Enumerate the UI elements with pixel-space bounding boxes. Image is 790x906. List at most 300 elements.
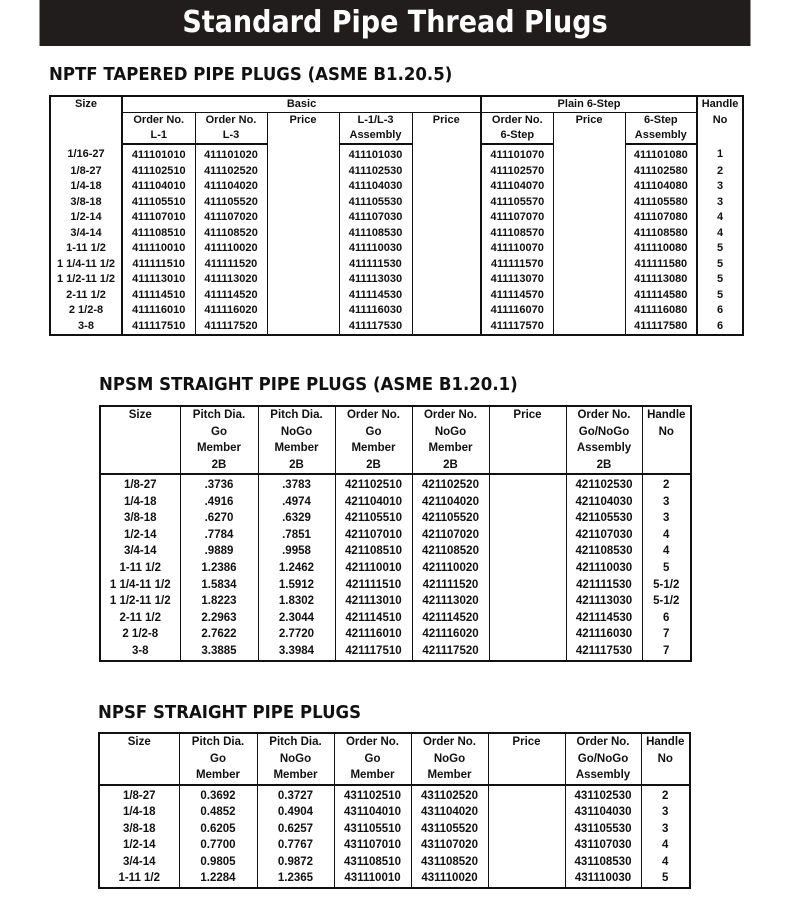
table-cell [489, 474, 566, 494]
table-cell: 431110020 [411, 870, 488, 888]
table-cell: 3/8-18 [50, 195, 122, 211]
table-cell [553, 195, 625, 211]
table-cell: 5 [641, 870, 690, 888]
nptf-table [49, 95, 744, 336]
table-cell: .6270 [180, 510, 258, 527]
table-cell: 431102510 [334, 785, 411, 805]
nptf-header-step-bot: 6-Step [481, 128, 553, 144]
table-cell [553, 241, 625, 257]
column-header-line: Order No. [422, 736, 477, 748]
table-cell: 3 [641, 821, 690, 838]
table-cell [489, 543, 566, 560]
table-cell: 411114510 [122, 288, 195, 304]
table-cell: 431110010 [334, 870, 411, 888]
column-header-line: Member [195, 769, 241, 781]
table-cell: 411104010 [122, 179, 195, 195]
nptf-table-body [50, 144, 743, 335]
table-cell: 7 [642, 626, 691, 643]
table-cell: 411102520 [195, 164, 267, 180]
table-cell: 431105510 [334, 821, 411, 838]
table-cell [489, 510, 566, 527]
table-row [100, 474, 691, 494]
table-cell [489, 577, 566, 594]
table-cell: 411105510 [122, 195, 195, 211]
table-cell: 1/2-14 [50, 210, 122, 226]
table-cell: 421111530 [566, 577, 642, 594]
table-cell: 411110020 [195, 241, 267, 257]
column-header-line: Order No. [345, 736, 400, 748]
table-cell: 0.6257 [257, 821, 334, 838]
table-cell: .6329 [258, 510, 335, 527]
table-cell: 411108520 [195, 226, 267, 242]
table-cell: 411114520 [195, 288, 267, 304]
column-header-line: Assembly [576, 442, 632, 454]
table-cell [489, 527, 566, 544]
table-row [99, 804, 690, 821]
column-header [179, 733, 257, 785]
table-cell: 411116030 [339, 303, 412, 319]
table-cell: 1/4-18 [50, 179, 122, 195]
column-header-line: NoGo [280, 425, 313, 438]
column-header-line: NoGo [433, 752, 466, 765]
table-cell: 0.3727 [257, 785, 334, 805]
nptf-header-basic: Basic [122, 96, 481, 113]
table-cell: 2 [642, 474, 691, 494]
column-header-line: 2B [366, 458, 381, 471]
table-cell [412, 164, 481, 180]
table-cell [489, 626, 566, 643]
table-cell: 411107030 [339, 210, 412, 226]
table-cell: 1/4-18 [100, 494, 180, 511]
table-cell: 421105520 [412, 510, 489, 527]
table-cell: 3 [641, 804, 690, 821]
column-header [258, 406, 335, 474]
column-header-line: Member [351, 442, 396, 454]
table-cell [267, 226, 339, 242]
column-header-line: Handle [647, 409, 686, 421]
table-cell: 2 1/2-8 [100, 626, 180, 643]
table-cell [412, 303, 481, 319]
column-header [489, 406, 566, 474]
table-cell: 1/16-27 [50, 144, 122, 164]
table-cell: 411110080 [625, 241, 697, 257]
table-cell [553, 303, 625, 319]
column-header-line: Price [513, 409, 542, 421]
npsf-table-body [99, 785, 690, 889]
table-cell: 411111510 [122, 257, 195, 273]
table-cell [267, 272, 339, 288]
table-cell: 411104070 [481, 179, 553, 195]
table-cell: 0.9805 [179, 854, 257, 871]
table-cell: 5 [697, 288, 743, 304]
table-cell: 411110070 [481, 241, 553, 257]
table-cell: 411117530 [339, 319, 412, 336]
table-cell: 411111530 [339, 257, 412, 273]
table-row [50, 241, 743, 257]
table-cell: 411107020 [195, 210, 267, 226]
column-header-line: Order No. [423, 409, 478, 421]
table-cell: 411117570 [481, 319, 553, 336]
table-row [100, 577, 691, 594]
table-cell: 1.5834 [180, 577, 258, 594]
table-cell: 411110030 [339, 241, 412, 257]
table-row [100, 560, 691, 577]
column-header-line: Size [128, 409, 152, 421]
table-cell: 5 [697, 241, 743, 257]
nptf-header-stepassy-top: 6-Step [625, 113, 697, 129]
column-header [412, 406, 489, 474]
table-cell: 411111580 [625, 257, 697, 273]
table-cell [412, 272, 481, 288]
table-cell: 3/4-14 [50, 226, 122, 242]
nptf-header-stepassy-bot: Assembly [625, 128, 697, 144]
table-cell: 421113020 [412, 593, 489, 610]
table-cell [267, 303, 339, 319]
table-cell: 411102580 [625, 164, 697, 180]
table-row [50, 210, 743, 226]
column-header [566, 406, 642, 474]
nptf-header-l1-bot: L-1 [122, 128, 195, 144]
table-cell: 0.4904 [257, 804, 334, 821]
column-header-line: Go [365, 425, 382, 438]
table-cell: 1/2-14 [99, 837, 179, 854]
column-header-line: Assembly [575, 769, 631, 781]
table-cell: 421107030 [566, 527, 642, 544]
table-cell: 0.6205 [179, 821, 257, 838]
table-cell [412, 226, 481, 242]
table-cell: 4 [642, 543, 691, 560]
table-cell [553, 226, 625, 242]
column-header-line: Size [127, 736, 151, 748]
column-header [565, 733, 641, 785]
column-header-line: Price [512, 736, 541, 748]
table-cell: 4 [697, 210, 743, 226]
table-cell: 411105520 [195, 195, 267, 211]
table-cell: 421116010 [335, 626, 412, 643]
table-cell [489, 593, 566, 610]
column-header [642, 406, 691, 474]
table-cell [267, 257, 339, 273]
table-cell: 421110020 [412, 560, 489, 577]
column-header-line: NoGo [434, 425, 467, 438]
table-cell: 411114530 [339, 288, 412, 304]
table-cell: 411113070 [481, 272, 553, 288]
column-header-line: 2B [211, 458, 227, 471]
table-cell: 411107070 [481, 210, 553, 226]
table-cell: 421107010 [335, 527, 412, 544]
table-row [50, 179, 743, 195]
table-cell: 411105580 [625, 195, 697, 211]
table-cell: 421102510 [335, 474, 412, 494]
table-row [100, 494, 691, 511]
column-header-line: Go [364, 752, 381, 765]
table-cell: 411117510 [122, 319, 195, 336]
column-header [334, 733, 411, 785]
table-cell: 421113010 [335, 593, 412, 610]
table-cell: 421111510 [335, 577, 412, 594]
table-cell [553, 179, 625, 195]
table-cell: 411101080 [625, 144, 697, 164]
table-cell: 411104020 [195, 179, 267, 195]
table-row [100, 543, 691, 560]
table-row [50, 226, 743, 242]
table-cell: 1-11 1/2 [100, 560, 180, 577]
table-row [100, 643, 691, 661]
table-cell: 411114570 [481, 288, 553, 304]
table-cell: 421104020 [412, 494, 489, 511]
table-cell: 421114510 [335, 610, 412, 627]
npsf-header-row [99, 733, 690, 785]
table-cell: 1/2-14 [100, 527, 180, 544]
table-cell [267, 144, 339, 164]
table-cell: 4 [642, 527, 691, 544]
nptf-header-plain: Plain 6-Step [481, 96, 697, 113]
table-cell: 6 [642, 610, 691, 627]
table-cell: 3-8 [100, 643, 180, 661]
table-cell [553, 210, 625, 226]
table-cell: 411113030 [339, 272, 412, 288]
table-cell [489, 610, 566, 627]
column-header-line: No [658, 425, 674, 438]
table-cell: 411105530 [339, 195, 412, 211]
table-cell: .7851 [258, 527, 335, 544]
table-cell [412, 179, 481, 195]
table-cell: .9958 [258, 543, 335, 560]
table-cell [412, 319, 481, 336]
table-row [50, 195, 743, 211]
table-cell [267, 288, 339, 304]
table-cell [553, 288, 625, 304]
nptf-header-assy-bot: Assembly [339, 128, 412, 144]
table-cell: 411111520 [195, 257, 267, 273]
table-row [100, 510, 691, 527]
table-cell: 2-11 1/2 [50, 288, 122, 304]
npsf-table [98, 732, 691, 889]
column-header-line: Order No. [576, 736, 630, 748]
table-cell: 1-11 1/2 [50, 241, 122, 257]
table-cell [267, 179, 339, 195]
table-cell: 411108530 [339, 226, 412, 242]
table-cell: 411104030 [339, 179, 412, 195]
table-cell: 431102530 [565, 785, 641, 805]
column-header-line: Member [427, 769, 472, 781]
table-row [100, 610, 691, 627]
table-cell: 431104020 [411, 804, 488, 821]
table-row [100, 626, 691, 643]
table-cell: 3.3885 [180, 643, 258, 661]
table-cell: 4 [641, 837, 690, 854]
table-cell: 411102510 [122, 164, 195, 180]
table-cell: 411113020 [195, 272, 267, 288]
column-header-line: Go [211, 425, 227, 438]
table-cell: 421116030 [566, 626, 642, 643]
column-header [257, 733, 334, 785]
nptf-header-price3: Price [553, 113, 625, 145]
table-cell [412, 288, 481, 304]
table-cell: 421113030 [566, 593, 642, 610]
table-cell: 431104010 [334, 804, 411, 821]
table-cell: 3-8 [50, 319, 122, 336]
nptf-header-l1-top: Order No. [122, 113, 195, 129]
table-cell: 421114520 [412, 610, 489, 627]
nptf-header-price1: Price [267, 113, 339, 145]
nptf-header-handle-no: No [697, 113, 743, 145]
table-cell [489, 560, 566, 577]
table-cell: 1.2462 [258, 560, 335, 577]
table-cell [412, 210, 481, 226]
table-cell: 421110010 [335, 560, 412, 577]
column-header-line: Pitch Dia. [192, 409, 246, 421]
table-cell: 1-11 1/2 [99, 870, 179, 888]
column-header-line: Go/NoGo [577, 752, 629, 765]
table-cell: 1/8-27 [50, 164, 122, 180]
table-cell: 2.7622 [180, 626, 258, 643]
table-row [50, 303, 743, 319]
table-cell: 411107010 [122, 210, 195, 226]
table-cell: 3/8-18 [100, 510, 180, 527]
nptf-section-title: NPTF TAPERED PIPE PLUGS (ASME B1.20.5) [49, 64, 453, 85]
column-header-line: Member [273, 769, 318, 781]
column-header-line: Pitch Dia. [270, 409, 323, 421]
column-header [99, 733, 179, 785]
column-header [100, 406, 180, 474]
table-cell [488, 785, 565, 805]
table-cell: 421104030 [566, 494, 642, 511]
table-cell: 7 [642, 643, 691, 661]
table-cell: 411110010 [122, 241, 195, 257]
table-cell [412, 144, 481, 164]
table-cell: 0.9872 [257, 854, 334, 871]
table-cell [267, 241, 339, 257]
table-cell: 411117580 [625, 319, 697, 336]
table-cell: 431102520 [411, 785, 488, 805]
column-header-line: 2B [443, 458, 458, 471]
npsm-section-title: NPSM STRAIGHT PIPE PLUGS (ASME B1.20.1) [99, 374, 518, 395]
table-cell: 3 [697, 179, 743, 195]
page-title: Standard Pipe Thread Plugs [40, 0, 751, 46]
table-cell: 1 1/2-11 1/2 [100, 593, 180, 610]
table-row [50, 272, 743, 288]
column-header-line: Go [210, 752, 226, 765]
table-cell: 1 1/2-11 1/2 [50, 272, 122, 288]
table-cell: 411101010 [122, 144, 195, 164]
table-cell: 2.7720 [258, 626, 335, 643]
table-cell: 411101030 [339, 144, 412, 164]
table-cell: 421108510 [335, 543, 412, 560]
table-cell [553, 164, 625, 180]
table-cell [553, 257, 625, 273]
table-cell: 1/8-27 [99, 785, 179, 805]
table-cell: 431107030 [565, 837, 641, 854]
table-cell: 421105510 [335, 510, 412, 527]
table-cell: .3783 [258, 474, 335, 494]
table-cell [267, 319, 339, 336]
column-header-line: Pitch Dia. [269, 736, 322, 748]
table-cell: 5-1/2 [642, 577, 691, 594]
table-cell: 411116070 [481, 303, 553, 319]
table-cell: 411116010 [122, 303, 195, 319]
table-cell: 5 [697, 272, 743, 288]
column-header-line: 2B [289, 458, 304, 471]
table-cell: .9889 [180, 543, 258, 560]
table-cell: 421117520 [412, 643, 489, 661]
table-cell: 431108520 [411, 854, 488, 871]
table-cell: 2.2963 [180, 610, 258, 627]
table-cell: 1.8223 [180, 593, 258, 610]
column-header-line: Member [428, 442, 473, 454]
nptf-header-price2: Price [412, 113, 481, 145]
table-cell: 1/8-27 [100, 474, 180, 494]
table-cell: 0.7767 [257, 837, 334, 854]
table-cell: 5 [642, 560, 691, 577]
table-cell: 421116020 [412, 626, 489, 643]
npsm-header-row [100, 406, 691, 474]
column-header [411, 733, 488, 785]
column-header-line: Order No. [577, 409, 631, 421]
table-cell: 411117520 [195, 319, 267, 336]
table-cell: 4 [697, 226, 743, 242]
table-row [50, 319, 743, 336]
column-header [488, 733, 565, 785]
table-cell: 0.7700 [179, 837, 257, 854]
table-cell: 1.2284 [179, 870, 257, 888]
table-cell: 3/8-18 [99, 821, 179, 838]
column-header-line: Member [196, 442, 242, 454]
table-cell [488, 821, 565, 838]
table-cell: 1.8302 [258, 593, 335, 610]
table-cell: 3 [697, 195, 743, 211]
table-cell: 421108530 [566, 543, 642, 560]
table-cell: 421104010 [335, 494, 412, 511]
table-cell: 431104030 [565, 804, 641, 821]
table-cell [267, 195, 339, 211]
table-cell [488, 837, 565, 854]
table-cell [267, 164, 339, 180]
npsm-table [99, 405, 692, 662]
table-row [50, 288, 743, 304]
table-row [50, 257, 743, 273]
table-cell: 1 1/4-11 1/2 [100, 577, 180, 594]
table-cell: 5-1/2 [642, 593, 691, 610]
table-cell: 411102530 [339, 164, 412, 180]
table-row [99, 854, 690, 871]
table-cell: 411108580 [625, 226, 697, 242]
table-cell: 0.3692 [179, 785, 257, 805]
table-cell: 431107010 [334, 837, 411, 854]
table-cell [489, 494, 566, 511]
table-cell: 2.3044 [258, 610, 335, 627]
nptf-header-l3-top: Order No. [195, 113, 267, 129]
table-cell [412, 195, 481, 211]
table-cell: .7784 [180, 527, 258, 544]
table-cell: 6 [697, 303, 743, 319]
table-cell: 421111520 [412, 577, 489, 594]
table-cell: 411107080 [625, 210, 697, 226]
table-row [50, 144, 743, 164]
table-cell: 421117510 [335, 643, 412, 661]
table-cell: 411111570 [481, 257, 553, 273]
table-cell: 411104080 [625, 179, 697, 195]
table-cell: 2 1/2-8 [50, 303, 122, 319]
column-header [180, 406, 258, 474]
table-cell: 431105530 [565, 821, 641, 838]
table-cell [553, 144, 625, 164]
nptf-header-l3-bot: L-3 [195, 128, 267, 144]
table-cell: 411116020 [195, 303, 267, 319]
table-row [99, 837, 690, 854]
table-cell: 411114580 [625, 288, 697, 304]
nptf-header-step-top: Order No. [481, 113, 553, 129]
